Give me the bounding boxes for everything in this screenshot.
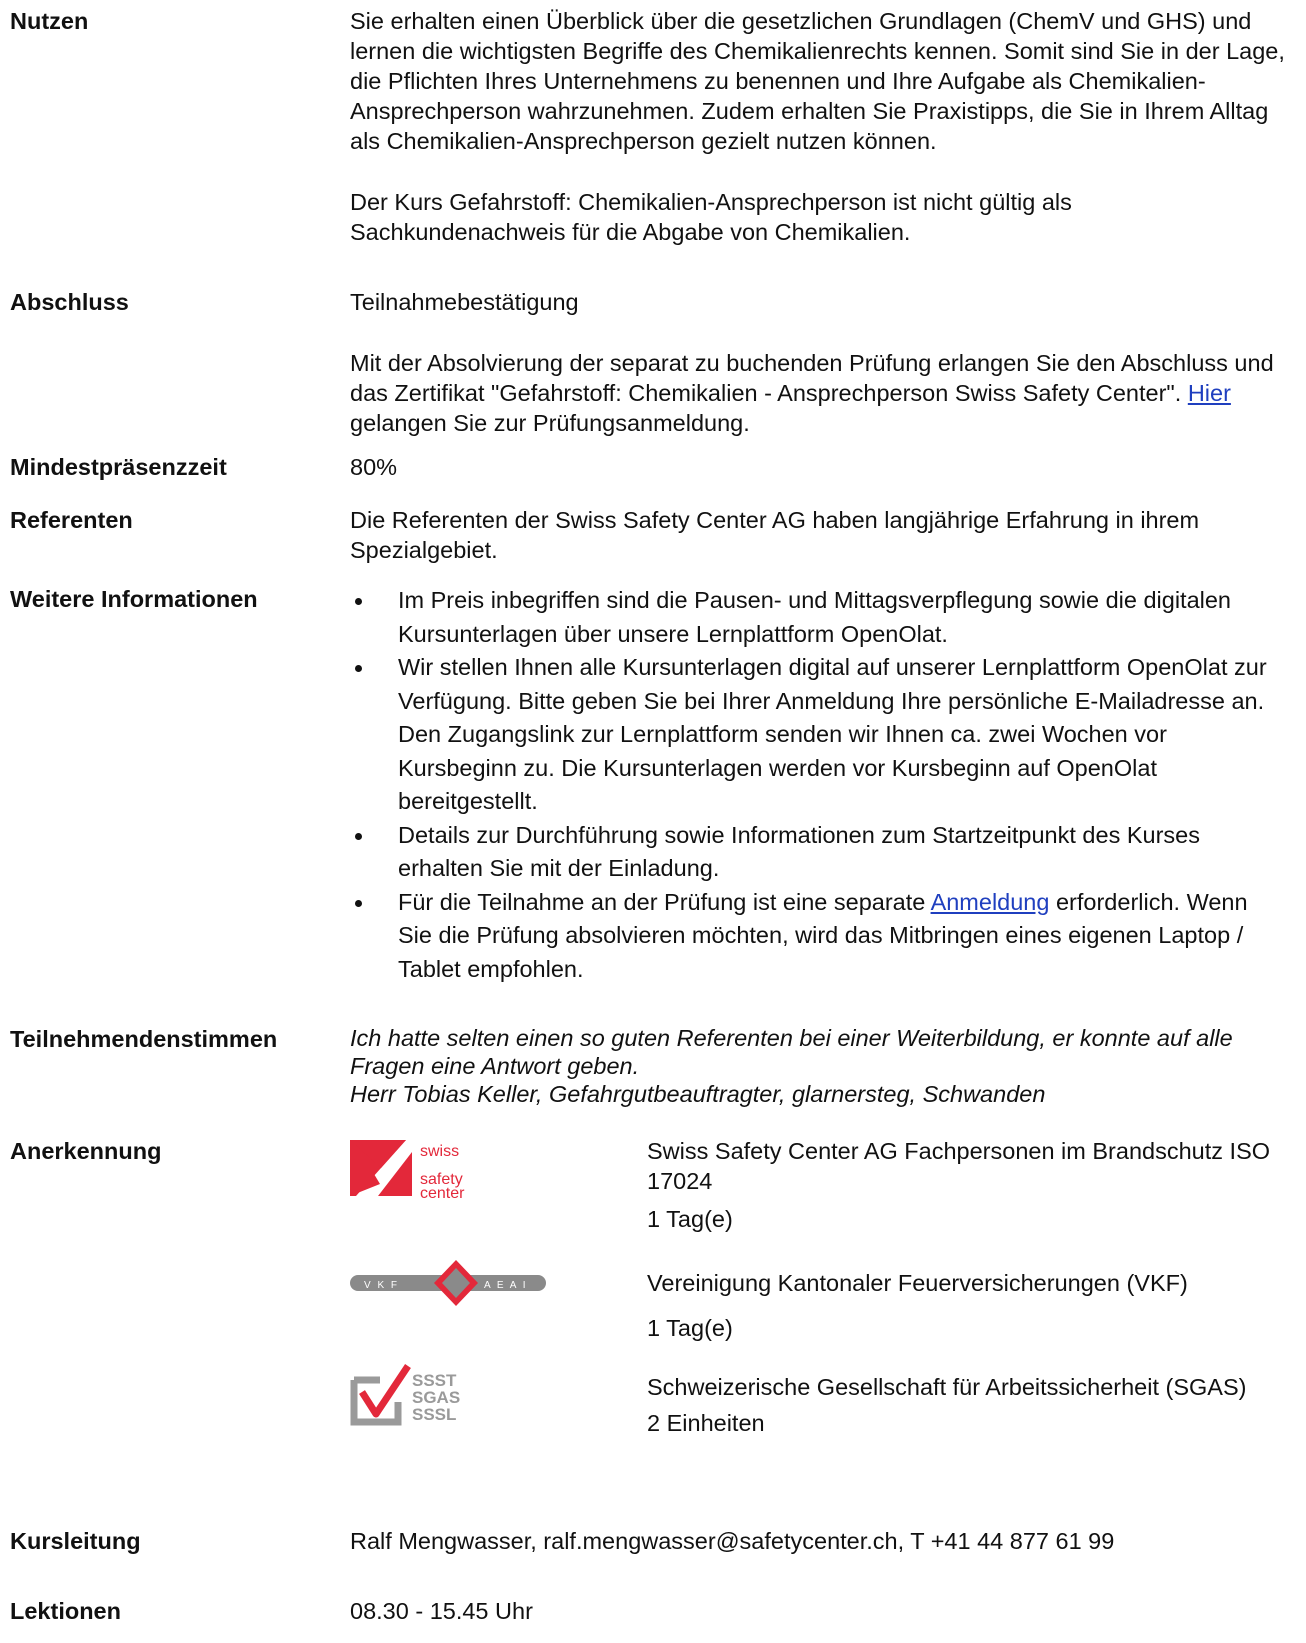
swiss-logo-word-2: safety — [420, 1171, 463, 1188]
ack-item-3 — [647, 1372, 1287, 1438]
label-lektionen: Lektionen — [10, 1598, 121, 1624]
sgas-logo-word-3: SSSL — [412, 1405, 457, 1424]
label-kursleitung: Kursleitung — [10, 1528, 141, 1554]
swiss-safety-center-logo — [350, 1140, 480, 1207]
nutzen-paragraph-2: Der Kurs Gefahrstoff: Chemikalien-Ansprechperson ist nicht gültig als Sachkundenachweis für die Abgabe von Chemikalien. — [350, 189, 1072, 245]
testimonial-quote: Ich hatte selten einen so guten Referenten bei einer Weiterbildung, er konnte auf alle Fragen eine Antwort geben. — [350, 1025, 1233, 1079]
vkf-logo-word-2: A E A I — [484, 1280, 528, 1291]
info-item-1: Im Preis inbegriffen sind die Pausen- und Mittagsverpflegung sowie die digitalen Kursunterlagen über unsere Lernplattform OpenOlat. — [350, 584, 1280, 651]
info-item-4-text: Für die Teilnahme an der Prüfung ist eine separate — [398, 888, 931, 915]
content-weitere — [350, 584, 1280, 986]
abschluss-paragraph — [350, 348, 1290, 438]
nutzen-paragraph-1: Sie erhalten einen Überblick über die gesetzlichen Grundlagen (ChemV und GHS) und lernen die wichtigsten Begriffe des Chemikalienrechts kennen. Somit sind Sie in der Lage, die Pflichten Ihres Unternehmens zu benennen und Ihre Aufgabe als Chemikalien-Ansprechperson wahrzunehmen. Zudem erhalten Sie Praxistipps, die Sie in Ihrem Alltag als Chemikalien-Ansprechperson gezielt nutzen können. — [350, 8, 1285, 154]
lektionen-value: 08.30 - 15.45 Uhr — [350, 1598, 533, 1624]
ssst-sgas-sssl-logo — [350, 1362, 470, 1433]
label-referenten: Referenten — [10, 507, 133, 533]
ack-item-1-name: Swiss Safety Center AG Fachpersonen im Brandschutz ISO 17024 — [647, 1138, 1271, 1194]
ack-item-2-amount: 1 Tag(e) — [647, 1315, 733, 1341]
swiss-logo-word-3: center — [420, 1185, 465, 1200]
info-item-2: Wir stellen Ihnen alle Kursunterlagen digital auf unserer Lernplattform OpenOlat zur Verfügung. Bitte geben Sie bei Ihrer Anmeldung Ihre persönliche E-Mailadresse an. Den Zugangslink zur Lernplattform senden wir Ihnen ca. zwei Wochen vor Kursbeginn zu. Die Kursunterlagen werden vor Kursbeginn auf OpenOlat bereitgestellt. — [350, 651, 1280, 819]
content-stimmen — [350, 1024, 1250, 1108]
swiss-logo-word-1: swiss — [420, 1143, 460, 1160]
content-abschluss — [350, 287, 1290, 438]
abschluss-text: Mit der Absolvierung der separat zu buchenden Prüfung erlangen Sie den Abschluss und das Zertifikat "Gefahrstoff: Chemikalien - Ansprechperson Swiss Safety Center". — [350, 350, 1274, 406]
ack-item-1 — [647, 1136, 1287, 1234]
referenten-value: Die Referenten der Swiss Safety Center AG haben langjährige Erfahrung in ihrem Spezialgebiet. — [350, 507, 1200, 563]
testimonial-author: Herr Tobias Keller, Gefahrgutbeauftragter, glarnersteg, Schwanden — [350, 1081, 1046, 1107]
mindest-value: 80% — [350, 454, 398, 480]
label-stimmen: Teilnehmendenstimmen — [10, 1026, 278, 1052]
ack-item-2 — [647, 1268, 1287, 1343]
abschluss-text-after: gelangen Sie zur Prüfungsanmeldung. — [350, 410, 750, 436]
ack-item-2-name: Vereinigung Kantonaler Feuerversicherungen (VKF) — [647, 1270, 1188, 1296]
kursleitung-value: Ralf Mengwasser, ralf.mengwasser@safetycenter.ch, T +41 44 877 61 99 — [350, 1528, 1115, 1554]
label-weitere: Weitere Informationen — [10, 586, 258, 612]
info-item-3: Details zur Durchführung sowie Informationen zum Startzeitpunkt des Kurses erhalten Sie mit der Einladung. — [350, 819, 1280, 886]
content-nutzen — [350, 6, 1290, 247]
anmeldung-link[interactable]: Anmeldung — [930, 888, 1050, 915]
info-item-4 — [350, 886, 1280, 987]
abschluss-value: Teilnahmebestätigung — [350, 289, 579, 315]
vkf-logo-word-1: V K F — [364, 1280, 400, 1291]
label-abschluss: Abschluss — [10, 289, 129, 315]
ack-item-1-amount: 1 Tag(e) — [647, 1206, 733, 1232]
label-nutzen: Nutzen — [10, 8, 89, 34]
info-item-4-after: erforderlich. Wenn Sie die Prüfung absolvieren möchten, wird das Mitbringen eines eigenen Laptop / Tablet empfohlen. — [398, 888, 1248, 982]
label-anerkennung: Anerkennung — [10, 1138, 162, 1164]
row-anerkennung — [0, 1136, 1306, 1496]
sgas-logo-word-2: SGAS — [412, 1388, 461, 1407]
sgas-logo-word-1: SSST — [412, 1371, 457, 1390]
pruefungsanmeldung-link[interactable]: Hier — [1187, 380, 1231, 406]
info-list — [350, 584, 1280, 986]
vkf-aeai-logo — [350, 1260, 550, 1313]
ack-item-3-amount: 2 Einheiten — [647, 1410, 765, 1436]
label-mindest: Mindestpräsenzzeit — [10, 454, 227, 480]
ack-item-3-name: Schweizerische Gesellschaft für Arbeitssicherheit (SGAS) — [647, 1374, 1247, 1400]
